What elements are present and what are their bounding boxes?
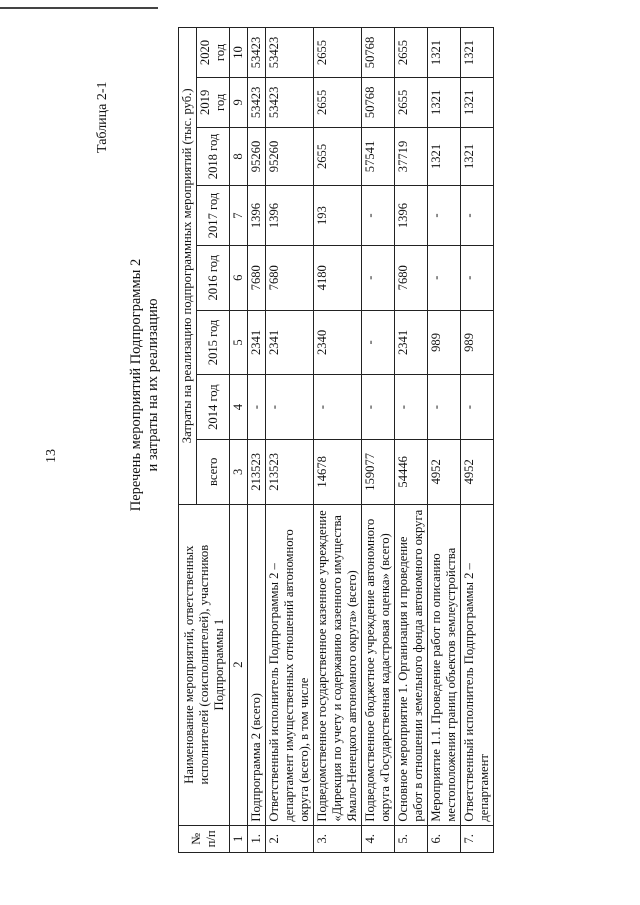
row-y2015: 989	[461, 310, 494, 375]
row-y2018: 95260	[248, 127, 266, 185]
events-table	[178, 27, 494, 853]
row-y2020: 2655	[395, 28, 428, 78]
row-y2015: 2340	[314, 310, 362, 375]
header-num: № п/п	[179, 825, 230, 852]
table-row	[461, 28, 494, 853]
column-number: 9	[230, 77, 248, 127]
row-y2017: 1396	[395, 186, 428, 246]
row-y2020: 50768	[362, 28, 395, 78]
column-number: 6	[230, 245, 248, 310]
caption-line-2: и затраты на их реализацию	[145, 298, 161, 472]
row-y2018: 95260	[266, 127, 314, 185]
row-y2015: 989	[428, 310, 461, 375]
column-number: 2	[230, 504, 248, 825]
row-y2020: 53423	[248, 28, 266, 78]
table-number: Таблица 2-1	[95, 81, 110, 153]
header-year: 2015 год	[197, 310, 230, 375]
row-y2015: 2341	[248, 310, 266, 375]
row-y2015: 2341	[266, 310, 314, 375]
row-y2017: 1396	[266, 186, 314, 246]
header-row-1	[179, 28, 197, 853]
row-y2020: 1321	[428, 28, 461, 78]
row-y2016: -	[461, 245, 494, 310]
row-num: 4.	[362, 825, 395, 852]
row-y2014: -	[395, 375, 428, 440]
header-total: всего	[197, 439, 230, 504]
row-num: 1.	[248, 825, 266, 852]
row-total: 4952	[428, 439, 461, 504]
row-y2018: 37719	[395, 127, 428, 185]
row-y2019: 2655	[314, 77, 362, 127]
row-num: 6.	[428, 825, 461, 852]
row-y2016: 7680	[395, 245, 428, 310]
row-y2016: 7680	[266, 245, 314, 310]
row-y2017: -	[461, 186, 494, 246]
row-y2014: -	[362, 375, 395, 440]
header-year: 2017 год	[197, 186, 230, 246]
table-body	[248, 28, 494, 853]
row-y2014: -	[461, 375, 494, 440]
row-total: 14678	[314, 439, 362, 504]
row-name: Подведомственное бюджетное учреждение автономного округа «Государственная кадастровая оценка» (всего)	[362, 504, 395, 825]
row-total: 4952	[461, 439, 494, 504]
row-y2014: -	[248, 375, 266, 440]
row-y2015: 2341	[395, 310, 428, 375]
table-row	[248, 28, 266, 853]
row-y2018: 2655	[314, 127, 362, 185]
row-y2019: 2655	[395, 77, 428, 127]
table-row	[395, 28, 428, 853]
row-num: 5.	[395, 825, 428, 852]
row-y2017: -	[428, 186, 461, 246]
column-number: 3	[230, 439, 248, 504]
row-name: Подведомственное государственное казенное учреждение «Дирекция по учету и содержанию казенного имущества Ямало-Ненецкого автономного округа» (всего)	[314, 504, 362, 825]
row-name: Подпрограмма 2 (всего)	[248, 504, 266, 825]
row-y2017: 1396	[248, 186, 266, 246]
row-y2015: -	[362, 310, 395, 375]
header-costs: Затраты на реализацию подпрограммных мероприятий (тыс. руб.)	[179, 28, 197, 505]
row-y2017: 193	[314, 186, 362, 246]
row-y2016: -	[428, 245, 461, 310]
column-number-row	[230, 28, 248, 853]
column-number: 1	[230, 825, 248, 852]
header-year: 2020 год	[197, 28, 230, 78]
row-total: 54446	[395, 439, 428, 504]
row-y2020: 2655	[314, 28, 362, 78]
row-total: 213523	[266, 439, 314, 504]
row-y2014: -	[428, 375, 461, 440]
table-row	[266, 28, 314, 853]
row-y2019: 53423	[266, 77, 314, 127]
row-name: Мероприятие 1.1. Проведение работ по описанию местоположения границ объектов землеустройства	[428, 504, 461, 825]
row-y2019: 53423	[248, 77, 266, 127]
row-y2016: 4180	[314, 245, 362, 310]
row-y2016: -	[362, 245, 395, 310]
header-year: 2019 год	[197, 77, 230, 127]
row-y2019: 50768	[362, 77, 395, 127]
row-y2014: -	[266, 375, 314, 440]
row-y2020: 1321	[461, 28, 494, 78]
row-y2017: -	[362, 186, 395, 246]
row-y2018: 1321	[461, 127, 494, 185]
page-number: 13	[44, 449, 59, 463]
row-name: Основное мероприятие 1. Организация и проведение работ в отношении земельного фонда автономного округа	[395, 504, 428, 825]
table-row	[362, 28, 395, 853]
row-num: 3.	[314, 825, 362, 852]
table-caption	[128, 105, 162, 665]
column-number: 5	[230, 310, 248, 375]
header-name: Наименование мероприятий, ответственных исполнителей (соисполнителей), участников Подпрограммы 1	[179, 504, 230, 825]
row-num: 2.	[266, 825, 314, 852]
row-name: Ответственный исполнитель Подпрограммы 2 – департамент имущественных отношений автономного округа (всего), в том числе	[266, 504, 314, 825]
header-year: 2014 год	[197, 375, 230, 440]
row-y2018: 57541	[362, 127, 395, 185]
header-year: 2016 год	[197, 245, 230, 310]
caption-line-1: Перечень мероприятий Подпрограммы 2	[128, 258, 144, 512]
row-y2014: -	[314, 375, 362, 440]
table-row	[314, 28, 362, 853]
column-number: 4	[230, 375, 248, 440]
column-number: 10	[230, 28, 248, 78]
row-y2016: 7680	[248, 245, 266, 310]
row-name: Ответственный исполнитель Подпрограммы 2 – департамент	[461, 504, 494, 825]
row-total: 159077	[362, 439, 395, 504]
row-total: 213523	[248, 439, 266, 504]
header-year: 2018 год	[197, 127, 230, 185]
column-number: 7	[230, 186, 248, 246]
row-y2020: 53423	[266, 28, 314, 78]
row-y2019: 1321	[461, 77, 494, 127]
row-y2018: 1321	[428, 127, 461, 185]
table-row	[428, 28, 461, 853]
row-y2019: 1321	[428, 77, 461, 127]
column-number: 8	[230, 127, 248, 185]
row-num: 7.	[461, 825, 494, 852]
